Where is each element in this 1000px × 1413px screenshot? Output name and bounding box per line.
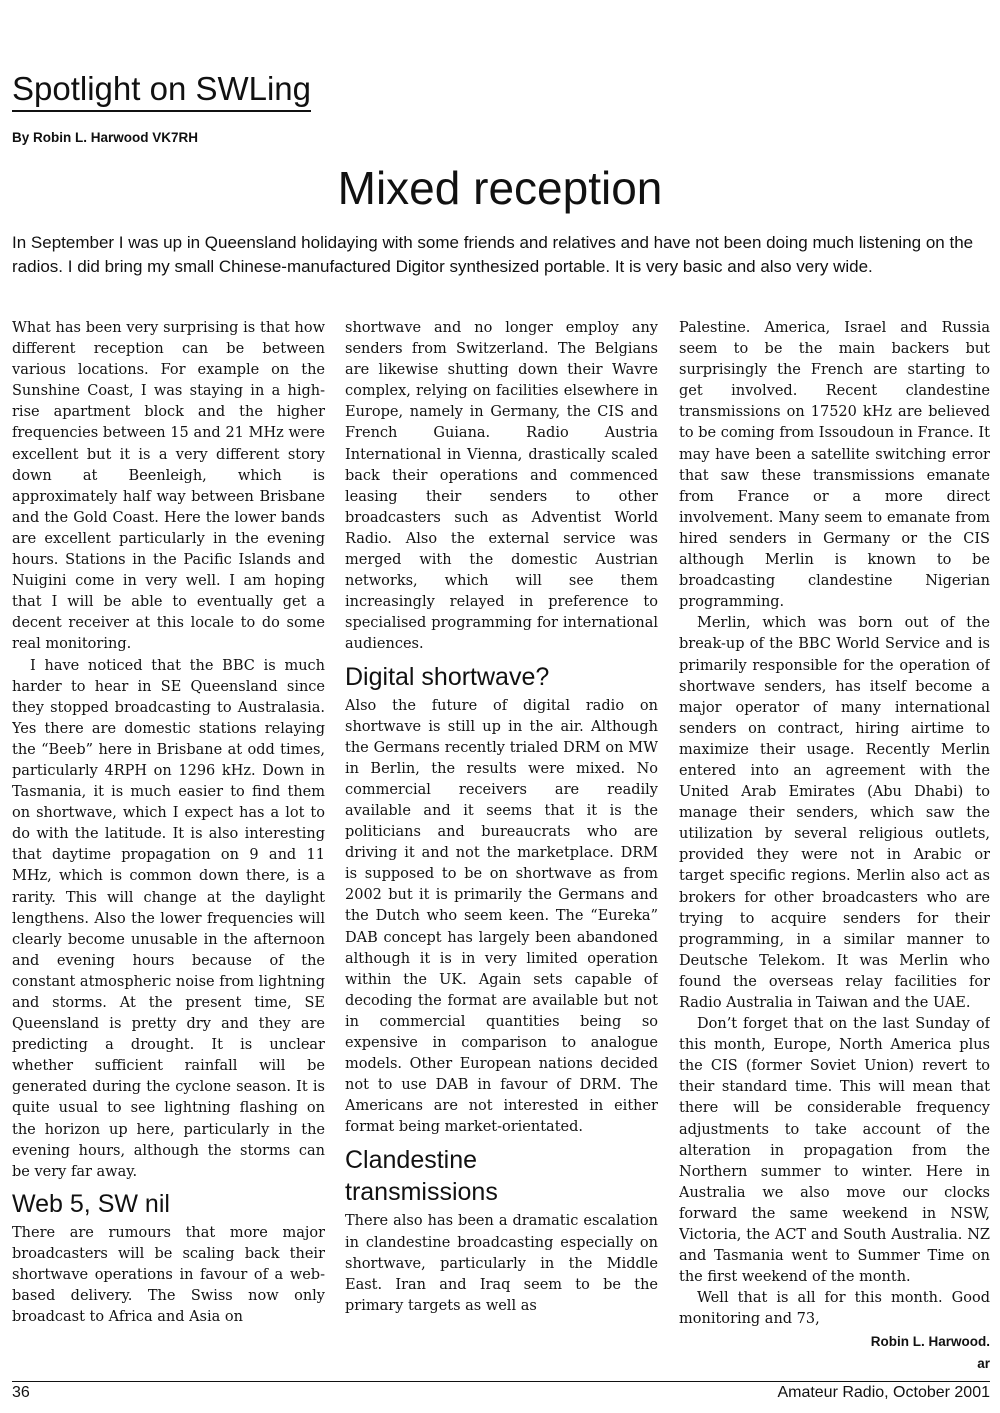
page-number: 36 (12, 1384, 30, 1401)
article-headline: Mixed reception (337, 162, 663, 214)
heading-line: transmissions (345, 1178, 498, 1207)
column-title: Spotlight on SWLing (12, 70, 311, 112)
paragraph: There also has been a dramatic escalation in clandestine broadcasting especially on shortwave, particularly in the Middle East. Iran and Iraq seem to be the primary targets as well as (345, 1213, 658, 1314)
paragraph: shortwave and no longer employ any senders from Switzerland. The Belgians are likewise shutting down their Wavre complex, relying on facilities elsewhere in Europe, namely in Germany, the CIS and French Guiana. Radio Austria International in Vienna, drastically scaled back their operations and commenced leasing their senders to other broadcasters such as Adventist World Radio. Also the external service was merged with the domestic Austrian networks, which will see them increasingly relayed in preference to specialised programming for international audiences. (345, 320, 658, 653)
footer-rule (12, 1381, 990, 1382)
paragraph: What has been very surprising is that how different reception can be between various locations. For example on the Sunshine Coast, I was staying in a high-rise apartment block and the higher frequencies between 15 and 21 MHz were excellent but it is a very different story down at Beenleigh, which is approximately half way between Brisbane and the Gold Coast. Here the lower bands are excellent particularly in the evening hours. Stations in the Pacific Islands and Nuigini come in very well. I am hoping that I will be able to eventually get a decent receiver at this locale to do some real monitoring. (12, 320, 325, 653)
publication-footer: Amateur Radio, October 2001 (777, 1384, 990, 1401)
section-heading-clandestine (345, 1144, 658, 1208)
heading-line: Clandestine (345, 1146, 478, 1175)
article-intro: In September I was up in Queensland holidaying with some friends and relatives and have not been doing much listening on the radios. I did bring my small Chinese-manufactured Digitor synthesized portable. It is very basic and also very wide. (12, 233, 974, 276)
byline: By Robin L. Harwood VK7RH (12, 130, 199, 145)
paragraph: Merlin, which was born out of the break-up of the BBC World Service and is primarily responsible for the operation of shortwave senders, has itself become a major operator of many international senders on contract, hiring airtime to maximize their usage. Recently Merlin entered into an agreement with the United Arab Emirates (Abu Dhabi) to manage their senders, which saw the utilization by several religious outlets, provided they were not in Arabic or target specific regions. Merlin also act as brokers for other broadcasters who are trying to acquire senders for their programming, in a similar manner to Deutsche Telekom. It was Merlin who found the overseas relay facilities for Radio Australia in Taiwan and the UAE. (679, 615, 990, 1011)
section-heading-web: Web 5, SW nil (12, 1189, 170, 1218)
paragraph: Also the future of digital radio on shortwave is still up in the air. Although the Germans recently trialed DRM on MW in Berlin, the results were mixed. No commercial receivers are readily available and it seems that it is the politicians and bureaucrats who are driving it and not the marketplace. DRM is supposed to be on shortwave as from 2002 but it is primarily the Germans and the Dutch who seem keen. The “Eureka” DAB concept has largely been abandoned although it is in very limited operation within the UK. Again sets capable of decoding the format are available but not in commercial quantities being so expensive in comparison to analogue models. Other European nations decided not to use DAB in favour of DRM. The Americans are not interested in either format being market-orientated. (345, 697, 658, 1136)
column-2 (345, 318, 658, 1370)
paragraph: Well that is all for this month. Good monitoring and 73, (679, 1290, 990, 1328)
column-1 (12, 318, 325, 1370)
column-3 (679, 318, 990, 1370)
author-signoff: Robin L. Harwood. (870, 1333, 990, 1349)
paragraph: Don’t forget that on the last Sunday of this month, Europe, North America plus the CIS (former Soviet Union) revert to their standard time. This will mean that there will be considerable frequency adjustments to take account of the alteration in propagation from the Northern summer to winter. Here in Australia we also move our clocks forward the same weekend in NSW, Victoria, the ACT and South Australia. NZ and Tasmania went to Summer Time on the first weekend of the month. (679, 1016, 990, 1286)
paragraph: There are rumours that more major broadcasters will be scaling back their shortwave operations in favour of a web-based delivery. The Swiss now only broadcast to Africa and Asia on (12, 1224, 325, 1326)
paragraph: Palestine. America, Israel and Russia seem to be the main backers but surprisingly the French are starting to get involved. Recent clandestine transmissions on 17520 kHz are believed to be coming from Issoudoun in France. It may have been a satellite switching error that saw these transmissions emanate from France or a more direct involvement. Many seem to emanate from hired senders in Germany or the CIS although Merlin is known to be broadcasting clandestine Nigerian programming. (679, 320, 990, 611)
end-mark: ar (977, 1355, 990, 1370)
section-heading-digital: Digital shortwave? (345, 662, 550, 691)
paragraph: I have noticed that the BBC is much harder to hear in SE Queensland since they stopped broadcasting to Australasia. Yes there are domestic stations relaying the “Beeb” here in Brisbane at odd times, particularly 4RPH on 1296 kHz. Down in Tasmania, it is much easier to find them on shortwave, which I expect has a lot to do with the latitude. It is also interesting that daytime propagation on 9 and 11 MHz, which is common down there, is a rarity. This will change at the daylight lengthens. Also the lower frequencies will clearly become unusable in the afternoon and evening hours because of the constant atmospheric noise from lightning and storms. At the present time, SE Queensland is pretty dry and they are predicting a drought. It is unclear whether sufficient rainfall will be generated during the cyclone season. It is quite usual to see lightning flashing on the horizon up here, particularly in the evening hours, although the storms can be very far away. (12, 657, 325, 1180)
